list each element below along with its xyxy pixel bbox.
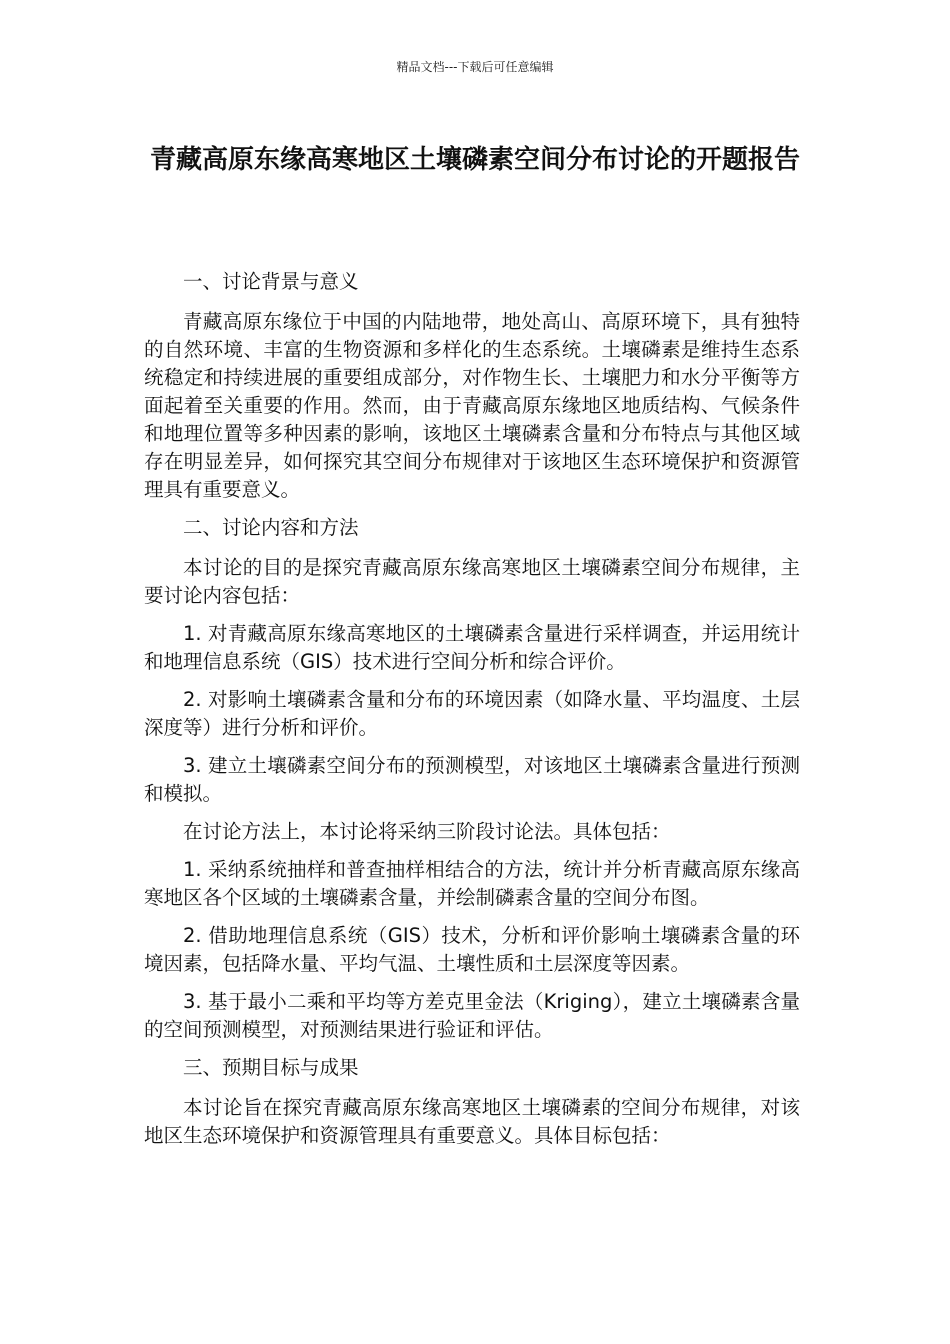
list-item-content-1: 1. 对青藏高原东缘高寒地区的土壤磷素含量进行采样调查，并运用统计和地理信息系统（GIS）技术进行空间分析和综合评价。 — [144, 622, 800, 673]
section-heading-goals: 三、预期目标与成果 — [183, 1056, 359, 1079]
list-item-method-3: 3. 基于最小二乘和平均等方差克里金法（Kriging），建立土壤磷素含量的空间预测模型，对预测结果进行验证和评估。 — [144, 990, 800, 1041]
paragraph-background: 青藏高原东缘位于中国的内陆地带，地处高山、高原环境下，具有独特的自然环境、丰富的生物资源和多样化的生态系统。土壤磷素是维持生态系统稳定和持续进展的重要组成部分，对作物生长、土壤肥力和水分平衡等方面起着至关重要的作用。然而，由于青藏高原东缘地区地质结构、气候条件和地理位置等多种因素的影响，该地区土壤磷素含量和分布特点与其他区域存在明显差异，如何探究其空间分布规律对于该地区生态环境保护和资源管理具有重要意义。 — [144, 310, 800, 501]
document-body — [144, 268, 800, 1160]
list-item-content-2: 2. 对影响土壤磷素含量和分布的环境因素（如降水量、平均温度、土层深度等）进行分析和评价。 — [144, 688, 800, 739]
header-note: 精品文档---下载后可任意编辑 — [396, 60, 554, 74]
paragraph-methods-intro: 在讨论方法上，本讨论将采纳三阶段讨论法。具体包括： — [183, 820, 671, 843]
document-title: 青藏高原东缘高寒地区土壤磷素空间分布讨论的开题报告 — [149, 145, 800, 175]
list-item-method-2: 2. 借助地理信息系统（GIS）技术，分析和评价影响土壤磷素含量的环境因素，包括降水量、平均气温、土壤性质和土层深度等因素。 — [144, 924, 800, 975]
list-item-content-3: 3. 建立土壤磷素空间分布的预测模型，对该地区土壤磷素含量进行预测和模拟。 — [144, 754, 800, 805]
section-heading-background: 一、讨论背景与意义 — [183, 270, 359, 293]
paragraph-research-purpose: 本讨论的目的是探究青藏高原东缘高寒地区土壤磷素空间分布规律，主要讨论内容包括： — [144, 556, 800, 607]
section-heading-content-methods: 二、讨论内容和方法 — [183, 516, 359, 539]
list-item-method-1: 1. 采纳系统抽样和普查抽样相结合的方法，统计并分析青藏高原东缘高寒地区各个区域的土壤磷素含量，并绘制磷素含量的空间分布图。 — [144, 858, 800, 909]
paragraph-goals: 本讨论旨在探究青藏高原东缘高寒地区土壤磷素的空间分布规律，对该地区生态环境保护和资源管理具有重要意义。具体目标包括： — [144, 1096, 800, 1147]
